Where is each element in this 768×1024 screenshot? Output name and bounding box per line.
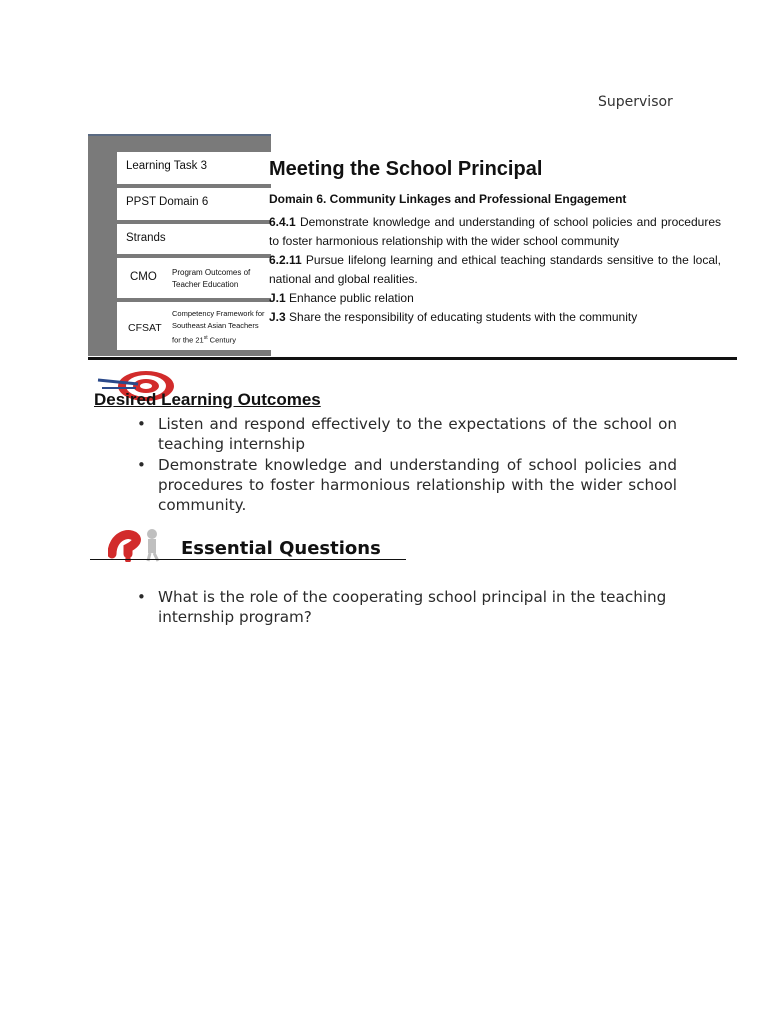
- strands-label: Strands: [126, 232, 166, 244]
- strands-tab: [117, 224, 271, 254]
- cmo-label: CMO: [130, 271, 157, 283]
- cfsat-label: CFSAT: [128, 322, 162, 334]
- outcomes-heading: Desired Learning Outcomes: [94, 390, 321, 409]
- question-figure-icon: [108, 524, 166, 562]
- list-item: • Listen and respond effectively to the expectations of the school on teaching internship: [137, 415, 677, 453]
- section-divider: [88, 357, 737, 360]
- supervisor-label: Supervisor: [598, 94, 673, 110]
- standard-j1: J.1 Enhance public relation: [269, 291, 414, 305]
- list-item: • What is the role of the cooperating school principal in the teaching internship program?: [137, 588, 667, 626]
- questions-list: [135, 587, 677, 628]
- cmo-description: Program Outcomes of Teacher Education: [172, 268, 251, 289]
- cfsat-description: Competency Framework for Southeast Asian Teachers for the 21st Century: [172, 309, 265, 345]
- cfsat-tab: [117, 302, 271, 350]
- standard-6-4-1: 6.4.1 Demonstrate knowledge and understanding of school policies and procedures to foster harmonious relationship with the wider school community: [269, 215, 721, 248]
- standard-j3: J.3 Share the responsibility of educating students with the community: [269, 310, 638, 324]
- task-title: Meeting the School Principal: [269, 158, 543, 180]
- questions-heading: Essential Questions: [181, 538, 381, 559]
- cmo-tab: [117, 258, 271, 298]
- standard-6-2-11: 6.2.11 Pursue lifelong learning and ethical teaching standards sensitive to the local, national and global realities.: [269, 253, 721, 286]
- panel-top-edge: [88, 134, 271, 136]
- ppst-domain-tab: [117, 188, 271, 220]
- ppst-domain-label: PPST Domain 6: [126, 196, 209, 208]
- questions-heading-underline: [90, 559, 406, 560]
- domain-subtitle: Domain 6. Community Linkages and Professional Engagement: [269, 192, 627, 206]
- list-item: • Demonstrate knowledge and understanding of school policies and procedures to foster harmonious relationship with the wider school community.: [137, 456, 677, 514]
- learning-task-tab: [117, 152, 271, 184]
- outcomes-list: [135, 414, 677, 516]
- learning-task-label: Learning Task 3: [126, 160, 207, 172]
